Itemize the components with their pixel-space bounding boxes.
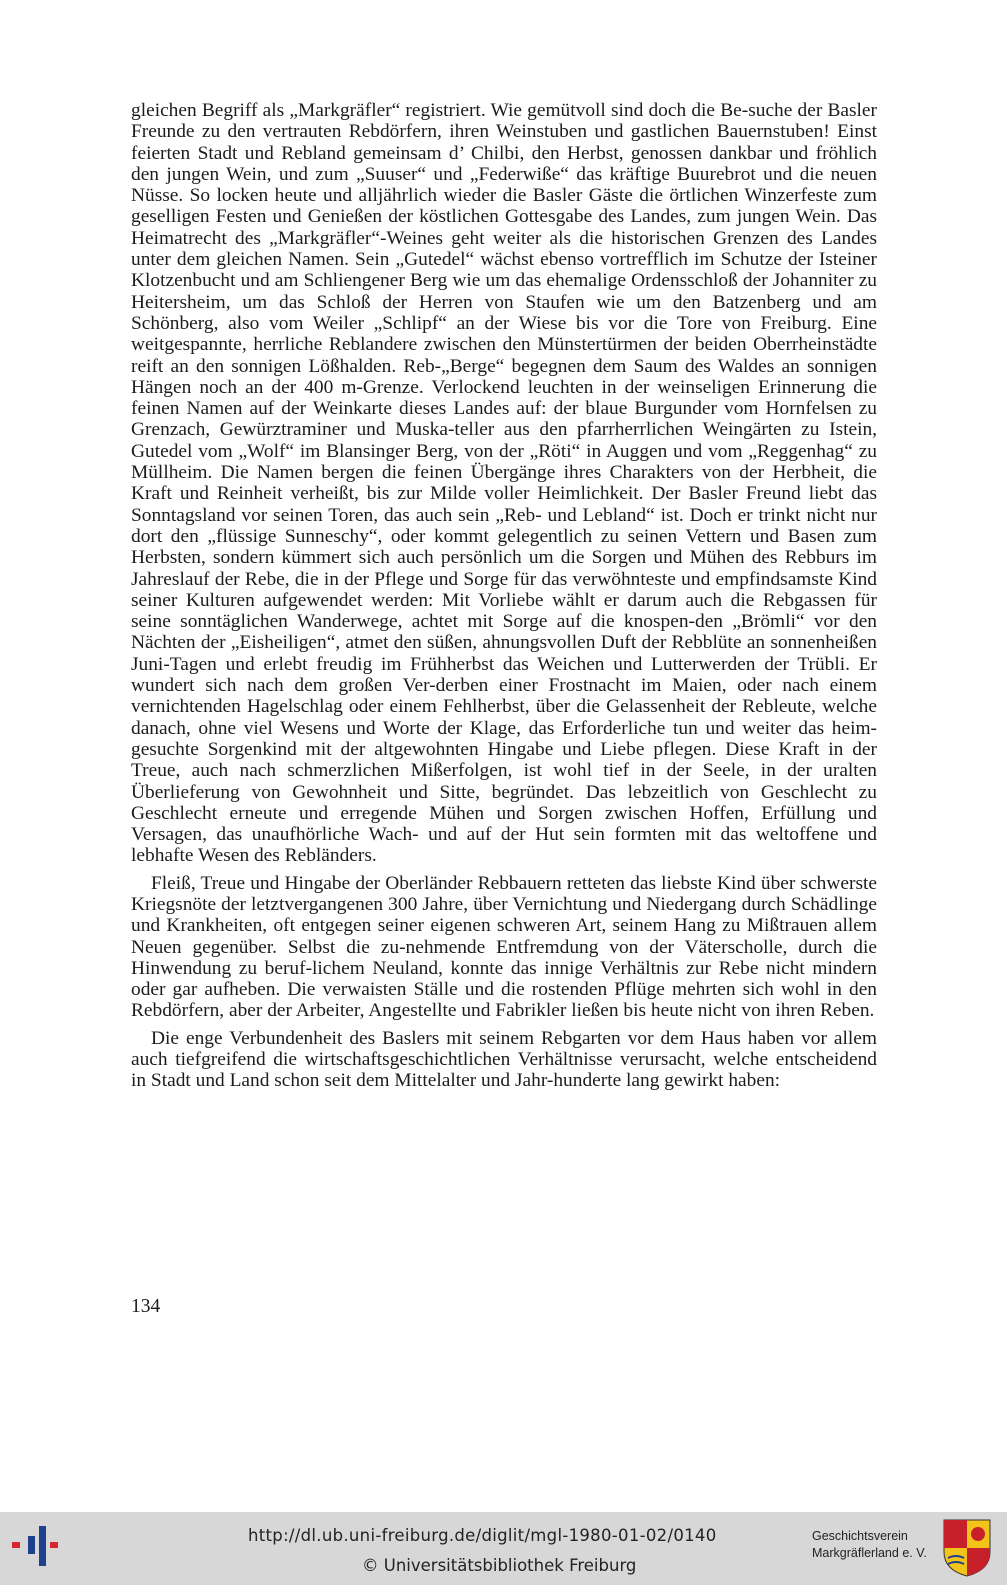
page-number: 134 xyxy=(131,1296,161,1317)
society-name-line-2: Markgräflerland e. V. xyxy=(812,1546,927,1560)
footer-copyright: © Universitätsbibliothek Freiburg xyxy=(362,1556,637,1575)
paragraph-1: gleichen Begriff als „Markgräfler“ registriert. Wie gemütvoll sind doch die Be-suche der Basler Freunde zu den vertrauten Rebdörfern, ihren Weinstuben und gastlichen Bauernstuben! Einst feierten Stadt und Rebland gemeinsam d’ Chilbi, den Herbst, genossen dankbar und fröhlich den jungen Wein, und zum „Suuser“ und „Federwiße“ das kräftige Buurebrot und die neuen Nüsse. So locken heute und alljährlich wieder die Basler Gäste die örtlichen Winzerfeste zum geselligen Festen und Genießen der köstlichen Gottesgabe des Landes, zum jungen Wein. Das Heimatrecht des „Markgräfler“-Weines geht weiter als die historischen Grenzen des Landes unter dem gleichen Namen. Sein „Gutedel“ wächst ebenso vortrefflich im Schutze der Isteiner Klotzenbucht und am Schliengener Berg wie um das ehemalige Ordensschloß der Johanniter zu Heitersheim, um das Schloß der Herren von Staufen wie um den Batzenberg und am Schönberg, also vom Weiler „Schlipf“ an der Wiese bis vor die Tore von Freiburg. Eine weitgespannte, herrliche Reblandere zwischen den Münstertürmen der beiden Oberrheinstädte reift an den sonnigen Lößhalden. Reb-„Berge“ begegnen dem Saum des Waldes an sonnigen Hängen noch an der 400 m-Grenze. Verlockend leuchten in der weinseligen Erinnerung die feinen Namen auf der Weinkarte dieses Landes auf: der blaue Burgunder vom Hornfelsen zu Grenzach, Gewürztraminer und Muska-teller aus den pfarrherrlichen Weingärten zu Istein, Gutedel vom „Wolf“ im Blansinger Berg, von der „Röti“ in Auggen und vom „Reggenhag“ zu Müllheim. Die Namen bergen die feinen Übergänge ihres Charakters von der Herbheit, die Kraft und Reinheit verheißt, bis zur Milde voller Heimlichkeit. Der Basler Freund liebt das Sonntagsland vor seinen Toren, das auch sein „Reb- und Lebland“ ist. Doch er trinkt nicht nur dort den „flüssige Sunneschy“, oder kommt gelegentlich zu seinen Vettern und Basen zum Herbsten, sondern kümmert sich auch persönlich um die Sorgen und Mühen des Rebburs im Jahreslauf der Rebe, die in der Pflege und Sorge für das verwöhnteste und empfindsamste Kind seiner Kulturen aufgewendet werden: Mit Vorliebe wählt er darum auch die Rebgassen für seine sonntäglichen Wanderwege, achtet mit Sorge auf die knospen-den „Brömli“ vor den Nächten der „Eisheiligen“, atmet den süßen, ahnungsvollen Duft der Rebblüte an sonnenheißen Juni-Tagen und erlebt freudig im Frühherbst das Weichen und Lutterwerden der Trübli. Er wundert sich nach dem großen Ver-derben einer Frostnacht im Maien, oder nach einem vernichtenden Hagelschlag oder einem Fehlherbst, über die Gelassenheit der Rebleute, welche danach, ohne viel Wesens und Worte der Klage, das Erforderliche tun und weiter das heim-gesuchte Sorgenkind mit der altgewohnten Hingabe und Liebe pflegen. Diese Kraft in der Treue, auch nach schmerzlichen Mißerfolgen, ist wohl tief in der Seele, in der uralten Überlieferung von Gewohnheit und Sitte, begründet. Das lebzeitlich von Geschlecht zu Geschlecht erneute und erregende Mühen und Sorgen zwischen Hoffen, Erfüllung und Versagen, das unaufhörliche Wach- und auf der Hut sein formten mit das weltoffene und lebhafte Wesen des Rebländers. xyxy=(131,100,877,867)
coat-of-arms-icon xyxy=(942,1518,992,1578)
society-name xyxy=(812,1528,932,1562)
footer-url-link[interactable]: http://dl.ub.uni-freiburg.de/diglit/mgl-1980-01-02/0140 xyxy=(248,1526,717,1545)
paragraph-2: Fleiß, Treue und Hingabe der Oberländer Rebbauern retteten das liebste Kind über schwerste Kriegsnöte der letztvergangenen 300 Jahre, über Vernichtung und Niedergang durch Schädlinge und Krankheiten, oft entgegen seiner eigenen schweren Art, seinem Hang zu Mißtrauen allem Neuen gegenüber. Selbst die zu-nehmende Entfremdung von der Väterscholle, durch die Hinwendung zu beruf-lichem Neuland, konnte das innige Verhältnis zur Rebe nicht mindern oder gar aufheben. Die verwaisten Ställe und die rostenden Pflüge mehrten sich wohl in den Rebdörfern, aber der Arbeiter, Angestellte und Fabrikler ließen bis heute nicht von ihren Reben. xyxy=(131,872,877,1022)
ub-freiburg-logo-icon xyxy=(12,1526,67,1566)
society-name-line-1: Geschichtsverein xyxy=(812,1529,908,1543)
document-body xyxy=(131,100,877,1098)
paragraph-3: Die enge Verbundenheit des Baslers mit seinem Rebgarten vor dem Haus haben vor allem auch tiefgreifend die wirtschaftsgeschichtlichen Verhältnisse verursacht, welche entscheidend in Stadt und Land schon seit dem Mittelalter und Jahr-hunderte lang gewirkt haben: xyxy=(131,1027,877,1092)
